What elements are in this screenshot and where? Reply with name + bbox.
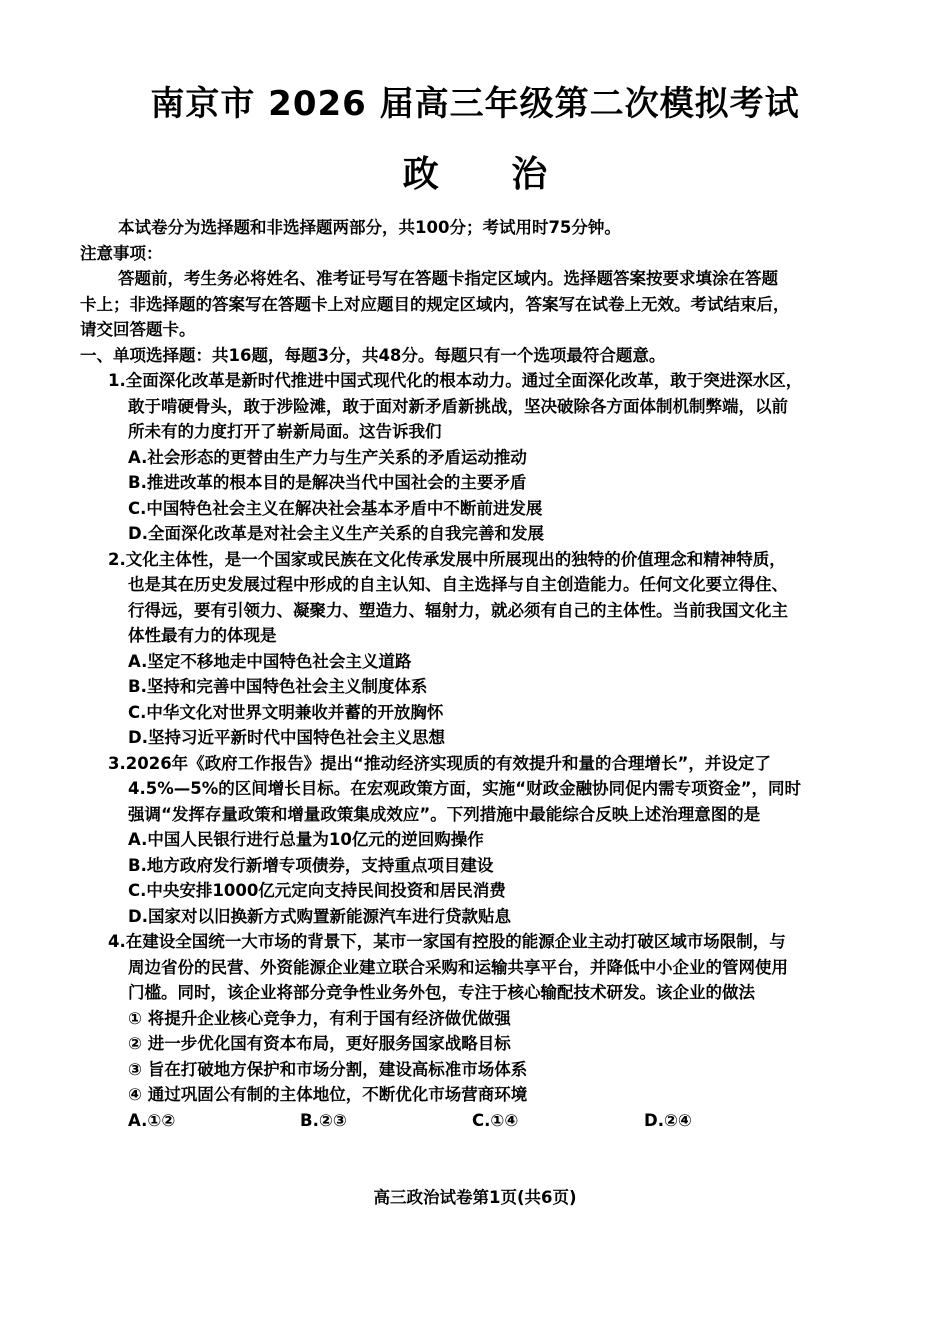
- option-a: A.社会形态的更替由生产力与生产关系的矛盾运动推动: [128, 447, 527, 467]
- question-stem: 3.2026年《政府工作报告》提出“推动经济实现质的有效提升和量的合理增长”，并设定了: [108, 753, 771, 773]
- choice-a: A.①②: [128, 1110, 176, 1130]
- statement-2: ② 进一步优化国有资本布局，更好服务国家战略目标: [128, 1034, 511, 1053]
- question-stem: 行得远，要有引领力、凝聚力、塑造力、辐射力，就必须有自己的主体性。当前我国文化主: [128, 600, 788, 620]
- exam-summary: 本试卷分为选择题和非选择题两部分，共100分；考试用时75分钟。: [118, 218, 621, 237]
- option-c: C.中央安排1000亿元定向支持民间投资和居民消费: [128, 881, 506, 900]
- option-b: B.坚持和完善中国特色社会主义制度体系: [128, 677, 428, 696]
- option-d: D.全面深化改革是对社会主义生产关系的自我完善和发展: [128, 524, 544, 543]
- question-2: [80, 547, 880, 751]
- statement-4: ④ 通过巩固公有制的主体地位，不断优化市场营商环境: [128, 1085, 528, 1104]
- question-stem: 所未有的力度打开了崭新局面。这告诉我们: [128, 422, 442, 441]
- option-c: C.中华文化对世界文明兼收并蓄的开放胸怀: [128, 702, 444, 722]
- choice-d: D.②④: [644, 1110, 692, 1130]
- question-stem: 门槛。同时，该企业将部分竞争性业务外包，专注于核心输配技术研发。该企业的做法: [128, 983, 755, 1002]
- option-d: D.国家对以旧换新方式购置新能源汽车进行贷款贴息: [128, 906, 511, 926]
- choice-row: [80, 1108, 880, 1134]
- question-stem: 4.在建设全国统一大市场的背景下，某市一家国有控股的能源企业主动打破区域市场限制，与: [108, 932, 786, 951]
- question-stem: 周边省份的民营、外资能源企业建立联合采购和运输共享平台，并降低中小企业的管网使用: [128, 957, 788, 977]
- question-stem: 强调“发挥存量政策和增量政策集成效应”。下列措施中最能综合反映上述治理意图的是: [128, 804, 761, 824]
- option-d: D.坚持习近平新时代中国特色社会主义思想: [128, 728, 445, 747]
- question-1: [80, 368, 880, 547]
- notice-line: 卡上；非选择题的答案写在答题卡上对应题目的规定区域内，答案写在试卷上无效。考试结束后，: [80, 294, 790, 314]
- notice-line: 答题前，考生务必将姓名、准考证号写在答题卡指定区域内。选择题答案按要求填涂在答题: [118, 269, 778, 288]
- section-heading: 一、单项选择题：共16题，每题3分，共48分。每题只有一个选项最符合题意。: [80, 345, 666, 365]
- exam-title: 南京市 2026 届高三年级第二次模拟考试: [150, 84, 800, 124]
- statement-1: ① 将提升企业核心竞争力，有利于国有经济做优做强: [128, 1008, 511, 1028]
- question-3: [80, 751, 880, 930]
- page-footer: 高三政治试卷第1页(共6页): [373, 1188, 577, 1207]
- question-stem: 敢于啃硬骨头，敢于涉险滩，敢于面对新矛盾新挑战，坚决破除各方面体制机制弊端，以前: [128, 396, 788, 416]
- notice-label: 注意事项：: [80, 243, 163, 263]
- option-a: A.中国人民银行进行总量为10亿元的逆回购操作: [128, 830, 484, 849]
- question-stem: 4.5%—5%的区间增长目标。在宏观政策方面，实施“财政金融协同促内需专项资金”，同时: [128, 779, 801, 798]
- choice-c: C.①④: [472, 1110, 519, 1130]
- option-a: A.坚定不移地走中国特色社会主义道路: [128, 651, 412, 671]
- notice-line: 请交回答题卡。: [80, 320, 196, 339]
- statement-3: ③ 旨在打破地方保护和市场分割，建设高标准市场体系: [128, 1059, 528, 1079]
- question-stem: 1.全面深化改革是新时代推进中国式现代化的根本动力。通过全面深化改革，敢于突进深水区，: [108, 371, 803, 390]
- question-stem: 体性最有力的体现是: [128, 626, 277, 645]
- choice-b: B.②③: [300, 1110, 347, 1130]
- option-b: B.地方政府发行新增专项债券，支持重点项目建设: [128, 855, 494, 875]
- question-stem: 也是其在历史发展过程中形成的自主认知、自主选择与自主创造能力。任何文化要立得住、: [128, 575, 788, 594]
- exam-content: [80, 215, 880, 1133]
- question-4: [80, 929, 880, 1133]
- option-b: B.推进改革的根本目的是解决当代中国社会的主要矛盾: [128, 473, 527, 492]
- subject-title: 政 治: [402, 154, 578, 195]
- question-stem: 2.文化主体性，是一个国家或民族在文化传承发展中所展现出的独特的价值理念和精神特质，: [108, 549, 786, 569]
- option-c: C.中国特色社会主义在解决社会基本矛盾中不断前进发展: [128, 498, 543, 518]
